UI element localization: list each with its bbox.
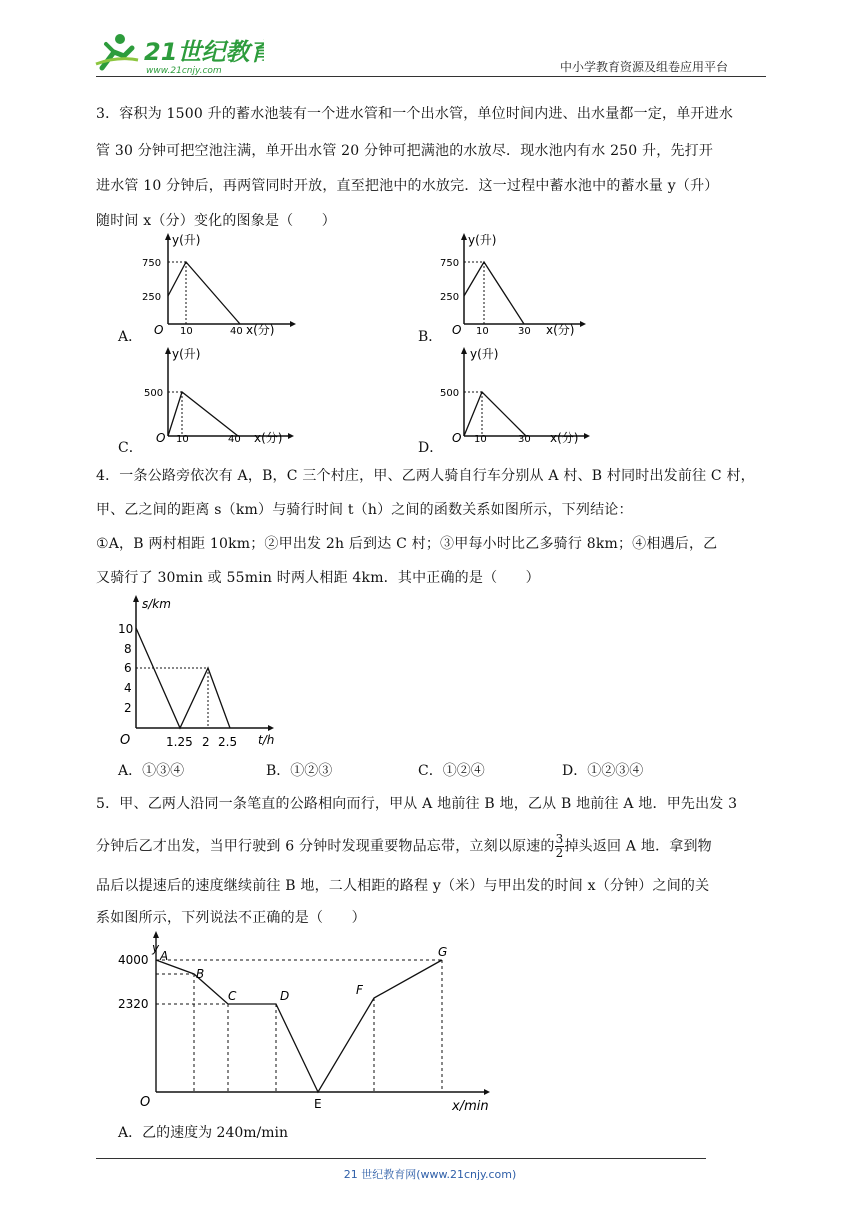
- q3-line-3: 进水管 10 分钟后，再两管同时开放，直至把池中的水放完．这一过程中蓄水池中的蓄水量 y（升）: [96, 178, 719, 194]
- x-axis-label: x(分): [254, 431, 283, 445]
- origin-label: O: [120, 733, 131, 748]
- y-tick: 6: [124, 661, 132, 675]
- y-tick: 500: [440, 388, 460, 399]
- graph-line: [136, 628, 230, 728]
- q3-graph-b: [436, 230, 596, 340]
- x-axis-label: x(分): [246, 323, 275, 337]
- y-tick: 750: [440, 258, 460, 269]
- q4-option-b: B．①②③: [266, 763, 333, 779]
- x-tick: 10: [176, 434, 189, 445]
- q5-line-3: 品后以提速后的速度继续前往 B 地，二人相距的路程 y（米）与甲出发的时间 x（分钟）之间的关: [96, 878, 710, 894]
- y-axis-label: s/km: [142, 597, 171, 611]
- q3-line-4: 随时间 x（分）变化的图象是（ ）: [96, 213, 336, 229]
- point-label-g: G: [438, 945, 448, 959]
- q3-graph-d: [436, 340, 596, 450]
- graph-line: [168, 262, 240, 324]
- origin-label: O: [452, 323, 462, 337]
- x-tick: 1.25: [166, 735, 193, 749]
- x-tick: 40: [230, 326, 243, 337]
- q4-option-a: A．①③④: [118, 763, 185, 779]
- x-tick: 2: [202, 735, 210, 749]
- x-tick: 30: [518, 326, 531, 337]
- header-platform-text: 中小学教育资源及组卷应用平台: [560, 60, 729, 74]
- q4-option-d: D．①②③④: [562, 763, 644, 779]
- q4-graph: [110, 590, 290, 755]
- y-tick: 750: [142, 258, 162, 269]
- x-tick: 30: [518, 434, 531, 445]
- q5-line-1: 5．甲、乙两人沿同一条笔直的公路相向而行，甲从 A 地前往 B 地，乙从 B 地前往 A 地．甲先出发 3: [96, 796, 738, 812]
- origin-label: O: [156, 431, 166, 445]
- y-tick: 10: [118, 622, 134, 636]
- q3-graph-c: [140, 340, 300, 450]
- q5-graph: [112, 928, 512, 1118]
- q5-line-2-before: 分钟后乙才出发，当甲行驶到 6 分钟时发现重要物品忘带，立刻以原速的: [96, 838, 555, 855]
- q5-line-2: [96, 833, 712, 860]
- fraction-three-halves: $\frac{3}{2}$: [555, 832, 564, 860]
- point-label-e: E: [314, 1097, 322, 1111]
- origin-label: O: [140, 1095, 151, 1110]
- y-tick: 4: [124, 681, 132, 695]
- x-tick: 10: [474, 434, 487, 445]
- footer-link[interactable]: 21 世纪教育网(www.21cnjy.com): [343, 1168, 517, 1181]
- x-tick: 2.5: [218, 735, 238, 749]
- origin-label: O: [154, 323, 164, 337]
- q3-option-a-label: A．: [118, 329, 143, 345]
- graph-line: [168, 392, 238, 436]
- x-axis-label: t/h: [258, 733, 275, 747]
- graph-line: [464, 392, 526, 436]
- q3-option-d-label: D．: [418, 440, 444, 456]
- point-label-b: B: [196, 967, 205, 981]
- point-label-c: C: [228, 989, 237, 1003]
- runner-icon: [96, 34, 138, 68]
- y-tick: 8: [124, 642, 132, 656]
- header-divider: [96, 76, 766, 77]
- y-tick: 500: [144, 388, 164, 399]
- y-axis-label: y(升): [468, 233, 497, 247]
- q5-line-2-after: 掉头返回 A 地．拿到物: [564, 838, 712, 855]
- footer-divider: [96, 1158, 706, 1159]
- y-tick: 2320: [118, 997, 149, 1011]
- q3-option-b-label: B．: [418, 329, 443, 345]
- q4-line-2: 甲、乙之间的距离 s（km）与骑行时间 t（h）之间的函数关系如图所示，下列结论：: [96, 502, 633, 518]
- q4-line-1: 4．一条公路旁依次有 A，B，C 三个村庄，甲、乙两人骑自行车分别从 A 村、B 村同时出发前往 C 村，: [96, 468, 755, 484]
- x-tick: 10: [180, 326, 193, 337]
- y-tick: 250: [142, 292, 162, 303]
- x-tick: 40: [228, 434, 241, 445]
- logo-url: www.21cnjy.com: [146, 66, 222, 76]
- x-axis-label: x(分): [550, 431, 579, 445]
- q4-line-4: 又骑行了 30min 或 55min 时两人相距 4km．其中正确的是（ ）: [96, 570, 540, 586]
- q5-line-4: 系如图所示，下列说法不正确的是（ ）: [96, 910, 366, 926]
- q3-line-2: 管 30 分钟可把空池注满，单开出水管 20 分钟可把满池的水放尽．现水池内有水 250 升，先打开: [96, 143, 714, 159]
- x-tick: 10: [476, 326, 489, 337]
- q4-option-c: C．①②④: [418, 763, 485, 779]
- y-axis-label: y: [152, 941, 160, 955]
- y-axis-label: y(升): [172, 233, 201, 247]
- point-label-d: D: [280, 989, 290, 1003]
- site-logo: [94, 30, 264, 76]
- y-tick: 4000: [118, 953, 149, 967]
- y-axis-label: y(升): [470, 347, 499, 361]
- point-label-f: F: [356, 983, 363, 997]
- logo-text: 21世纪教育: [144, 38, 264, 66]
- q3-line-1: 3．容积为 1500 升的蓄水池装有一个进水管和一个出水管，单位时间内进、出水量都一定，单开进水: [96, 106, 734, 122]
- origin-label: O: [452, 431, 462, 445]
- y-axis-label: y(升): [172, 347, 201, 361]
- x-axis-label: x/min: [452, 1099, 489, 1114]
- q3-option-c-label: C．: [118, 440, 143, 456]
- x-axis-label: x(分): [546, 323, 575, 337]
- y-tick: 2: [124, 701, 132, 715]
- graph-line: [464, 262, 524, 324]
- q4-line-3: ①A，B 两村相距 10km；②甲出发 2h 后到达 C 村；③甲每小时比乙多骑行 8km；④相遇后，乙: [96, 536, 718, 552]
- q5-option-a: A．乙的速度为 240m/min: [118, 1125, 289, 1141]
- q3-graph-a: [140, 230, 300, 340]
- y-tick: 250: [440, 292, 460, 303]
- point-label-a: A: [160, 949, 169, 963]
